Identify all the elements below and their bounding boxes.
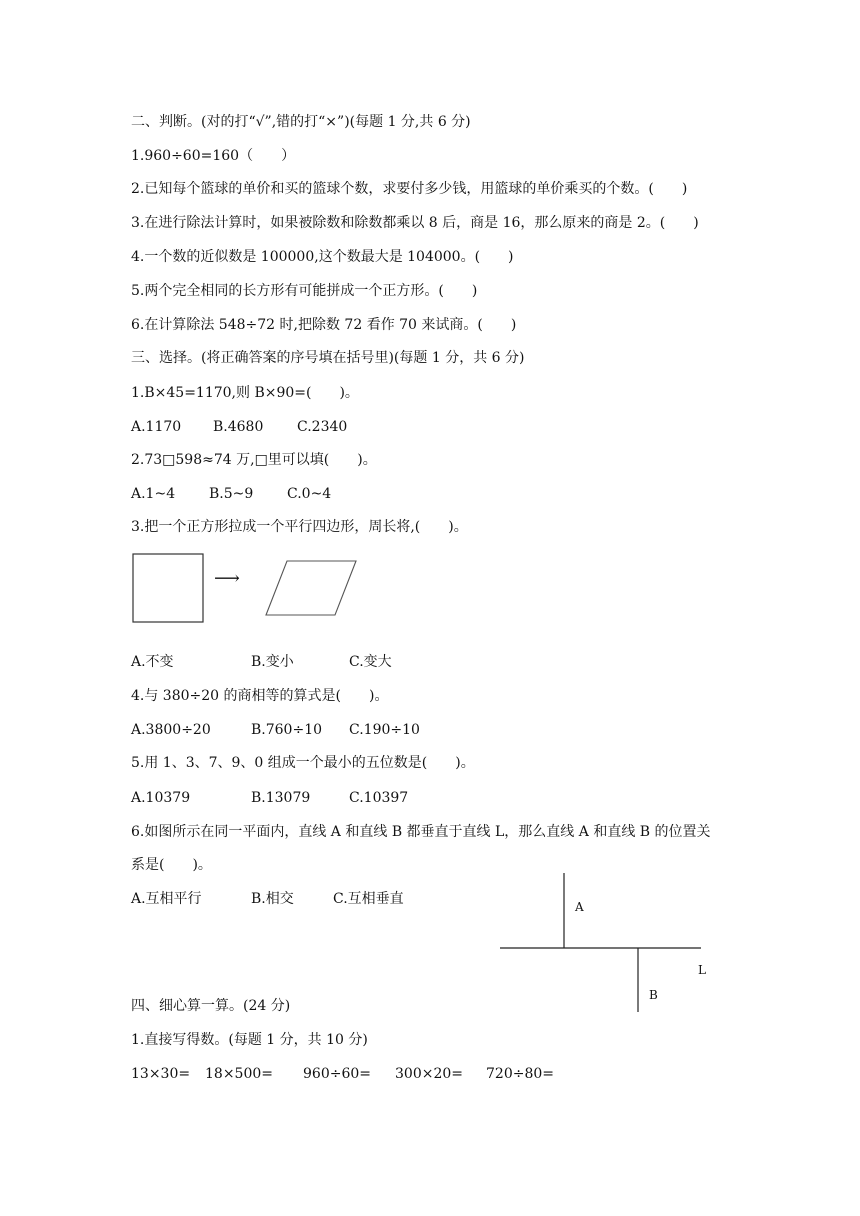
calc-expr-3: 960÷60= [303, 1066, 371, 1082]
choice-q3-stem: 3.把一个正方形拉成一个平行四边形，周长将,( )。 [131, 519, 468, 535]
choice-q6-option-c: C.互相垂直 [333, 891, 404, 907]
section-4-sub-1: 1.直接写得数。(每题 1 分，共 10 分) [131, 1032, 368, 1048]
choice-q5-option-c: C.10397 [349, 790, 409, 806]
calc-expr-1: 13×30= [131, 1066, 191, 1082]
choice-q1-option-c: C.2340 [297, 419, 348, 435]
section-2-heading: 二、判断。(对的打“√”,错的打“×”)(每题 1 分,共 6 分) [131, 114, 471, 130]
judge-item-1: 1.960÷60=160（ ） [131, 148, 296, 164]
judge-item-6: 6.在计算除法 548÷72 时,把除数 72 看作 70 来试商。( ) [131, 317, 517, 333]
choice-q3-option-a: A.不变 [131, 654, 174, 670]
section-3-heading: 三、选择。(将正确答案的序号填在括号里)(每题 1 分，共 6 分) [131, 350, 525, 366]
judge-item-3: 3.在进行除法计算时，如果被除数和除数都乘以 8 后，商是 16，那么原来的商是 2。( ) [131, 215, 699, 231]
choice-q1-option-b: B.4680 [213, 419, 264, 435]
choice-q1-option-a: A.1170 [131, 419, 182, 435]
choice-q2-option-b: B.5~9 [209, 486, 254, 502]
choice-q6-stem-line-2: 系是( )。 [131, 857, 212, 873]
line-a-label: A [575, 900, 584, 914]
judge-item-5: 5.两个完全相同的长方形有可能拼成一个正方形。( ) [131, 283, 478, 299]
choice-q2-option-c: C.0~4 [287, 486, 332, 502]
choice-q2-option-a: A.1~4 [131, 486, 176, 502]
choice-q6-option-a: A.互相平行 [131, 891, 202, 907]
square-shape [133, 554, 203, 622]
choice-q1-stem: 1.B×45=1170,则 B×90=( )。 [131, 385, 359, 401]
choice-q4-stem: 4.与 380÷20 的商相等的算式是( )。 [131, 688, 389, 704]
choice-q4-option-c: C.190÷10 [349, 722, 420, 738]
choice-q4-option-a: A.3800÷20 [131, 722, 211, 738]
choice-q6-option-b: B.相交 [251, 891, 294, 907]
judge-item-2: 2.已知每个篮球的单价和买的篮球个数，求要付多少钱，用篮球的单价乘买的个数。( ) [131, 181, 688, 197]
line-b-label: B [649, 988, 658, 1002]
choice-q5-option-b: B.13079 [251, 790, 311, 806]
calc-expr-5: 720÷80= [486, 1066, 554, 1082]
section-4-heading: 四、细心算一算。(24 分) [131, 998, 291, 1014]
choice-q5-option-a: A.10379 [131, 790, 191, 806]
calc-expr-4: 300×20= [395, 1066, 463, 1082]
choice-q2-stem: 2.73□598≈74 万,□里可以填( )。 [131, 452, 377, 468]
choice-q4-option-b: B.760÷10 [251, 722, 323, 738]
choice-q6-stem-line-1: 6.如图所示在同一平面内，直线 A 和直线 B 都垂直于直线 L，那么直线 A 和直线 B 的位置关 [131, 824, 711, 840]
judge-item-4: 4.一个数的近似数是 100000,这个数最大是 104000。( ) [131, 249, 514, 265]
calc-expr-2: 18×500= [205, 1066, 273, 1082]
choice-q3-option-c: C.变大 [349, 654, 392, 670]
parallelogram-shape [266, 561, 356, 615]
choice-q5-stem: 5.用 1、3、7、9、0 组成一个最小的五位数是( )。 [131, 755, 475, 771]
choice-q3-option-b: B.变小 [251, 654, 294, 670]
line-l-label: L [698, 963, 706, 977]
arrow-icon: ⟶ [214, 568, 240, 589]
